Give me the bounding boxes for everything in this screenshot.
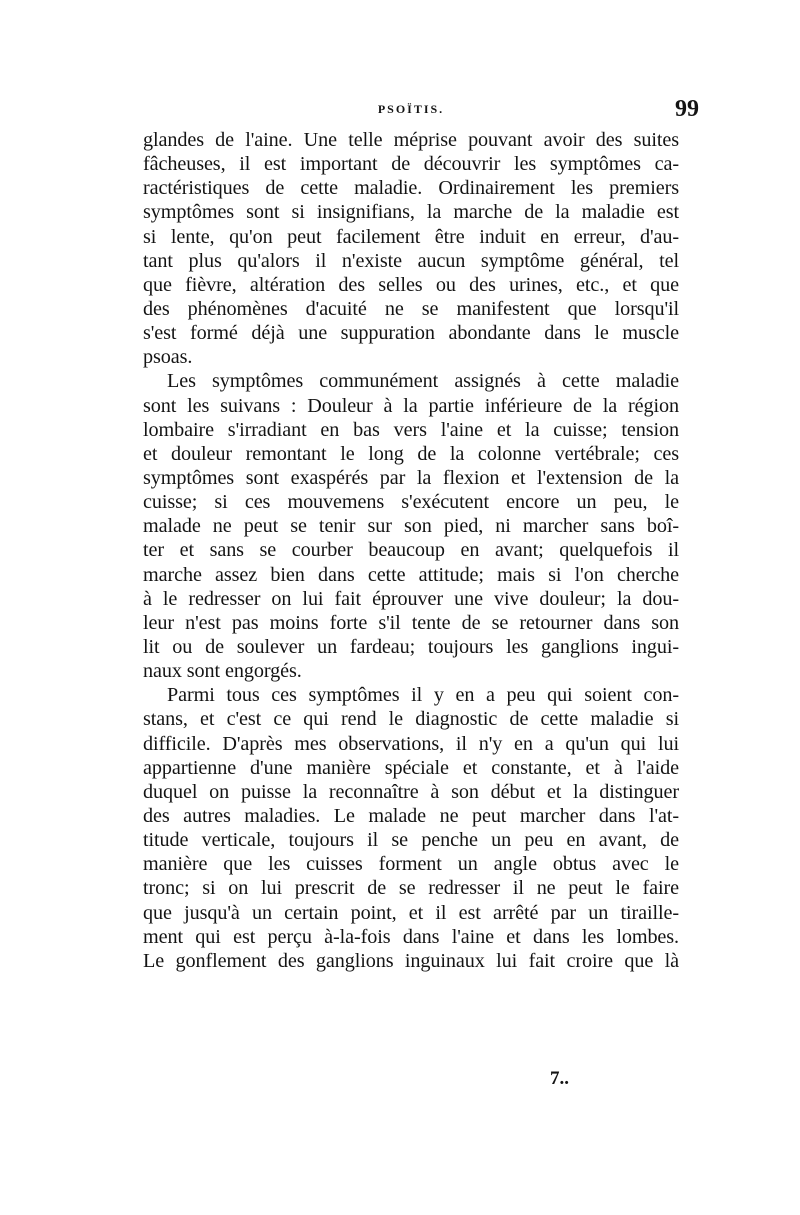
text-line: Les symptômes communément assignés à cette maladie [167,370,679,393]
text-line: que fièvre, altération des selles ou des urines, etc., et que [143,273,679,296]
text-line: manière que les cuisses forment un angle obtus avec le [143,853,679,876]
text-line: appartienne d'une manière spéciale et constante, et à l'aide [143,756,679,779]
text-line: des phénomènes d'acuité ne se manifestent que lorsqu'il [143,297,679,320]
text-line: et douleur remontant le long de la colonne vertébrale; ces [143,442,679,465]
text-line: naux sont engorgés. [143,660,302,683]
text-line: sont les suivans : Douleur à la partie inférieure de la région [143,394,679,417]
text-line: marche assez bien dans cette attitude; mais si l'on cherche [143,563,679,586]
text-line: ractéristiques de cette maladie. Ordinairement les premiers [143,177,679,200]
text-line: Parmi tous ces symptômes il y en a peu qui soient con- [167,684,679,707]
text-line: symptômes sont exaspérés par la flexion et l'extension de la [143,466,679,489]
text-line: stans, et c'est ce qui rend le diagnostic de cette maladie si [143,708,679,731]
text-line: des autres maladies. Le malade ne peut marcher dans l'at- [143,804,679,827]
signature-mark: 7.. [550,1068,569,1089]
text-line: lit ou de soulever un fardeau; toujours les ganglions ingui- [143,635,679,658]
text-line: Le gonflement des ganglions inguinaux lui fait croire que là [143,949,679,972]
text-line: titude verticale, toujours il se penche un peu en avant, de [143,829,679,852]
text-line: psoas. [143,346,193,369]
text-line: tronc; si on lui prescrit de se redresser il ne peut le faire [143,877,679,900]
text-line: fâcheuses, il est important de découvrir les symptômes ca- [143,153,679,176]
text-line: s'est formé déjà une suppuration abondante dans le muscle [143,322,679,345]
text-line: leur n'est pas moins forte s'il tente de se retourner dans son [143,611,679,634]
text-line: lombaire s'irradiant en bas vers l'aine et la cuisse; tension [143,418,679,441]
body-text [143,128,679,973]
running-title: PSOÏTIS. [377,102,445,116]
text-line: malade ne peut se tenir sur son pied, ni marcher sans boî- [143,515,679,538]
text-line: à le redresser on lui fait éprouver une vive douleur; la dou- [143,587,679,610]
text-line: si lente, qu'on peut facilement être induit en erreur, d'au- [143,225,679,248]
text-line: symptômes sont si insignifians, la marche de la maladie est [143,201,679,224]
text-line: ter et sans se courber beaucoup en avant; quelquefois il [143,539,679,562]
text-line: glandes de l'aine. Une telle méprise pouvant avoir des suites [143,129,679,151]
text-line: difficile. D'après mes observations, il n'y en a qu'un qui lui [143,732,679,755]
text-line: ment qui est perçu à-la-fois dans l'aine et dans les lombes. [143,925,679,948]
text-line: duquel on puisse la reconnaître à son début et la distinguer [143,780,679,803]
page-number: 99 [675,96,699,122]
text-line: que jusqu'à un certain point, et il est arrêté par un tiraille- [143,901,679,924]
text-line: cuisse; si ces mouvemens s'exécutent encore un peu, le [143,491,679,514]
text-line: tant plus qu'alors il n'existe aucun symptôme général, tel [143,249,679,272]
